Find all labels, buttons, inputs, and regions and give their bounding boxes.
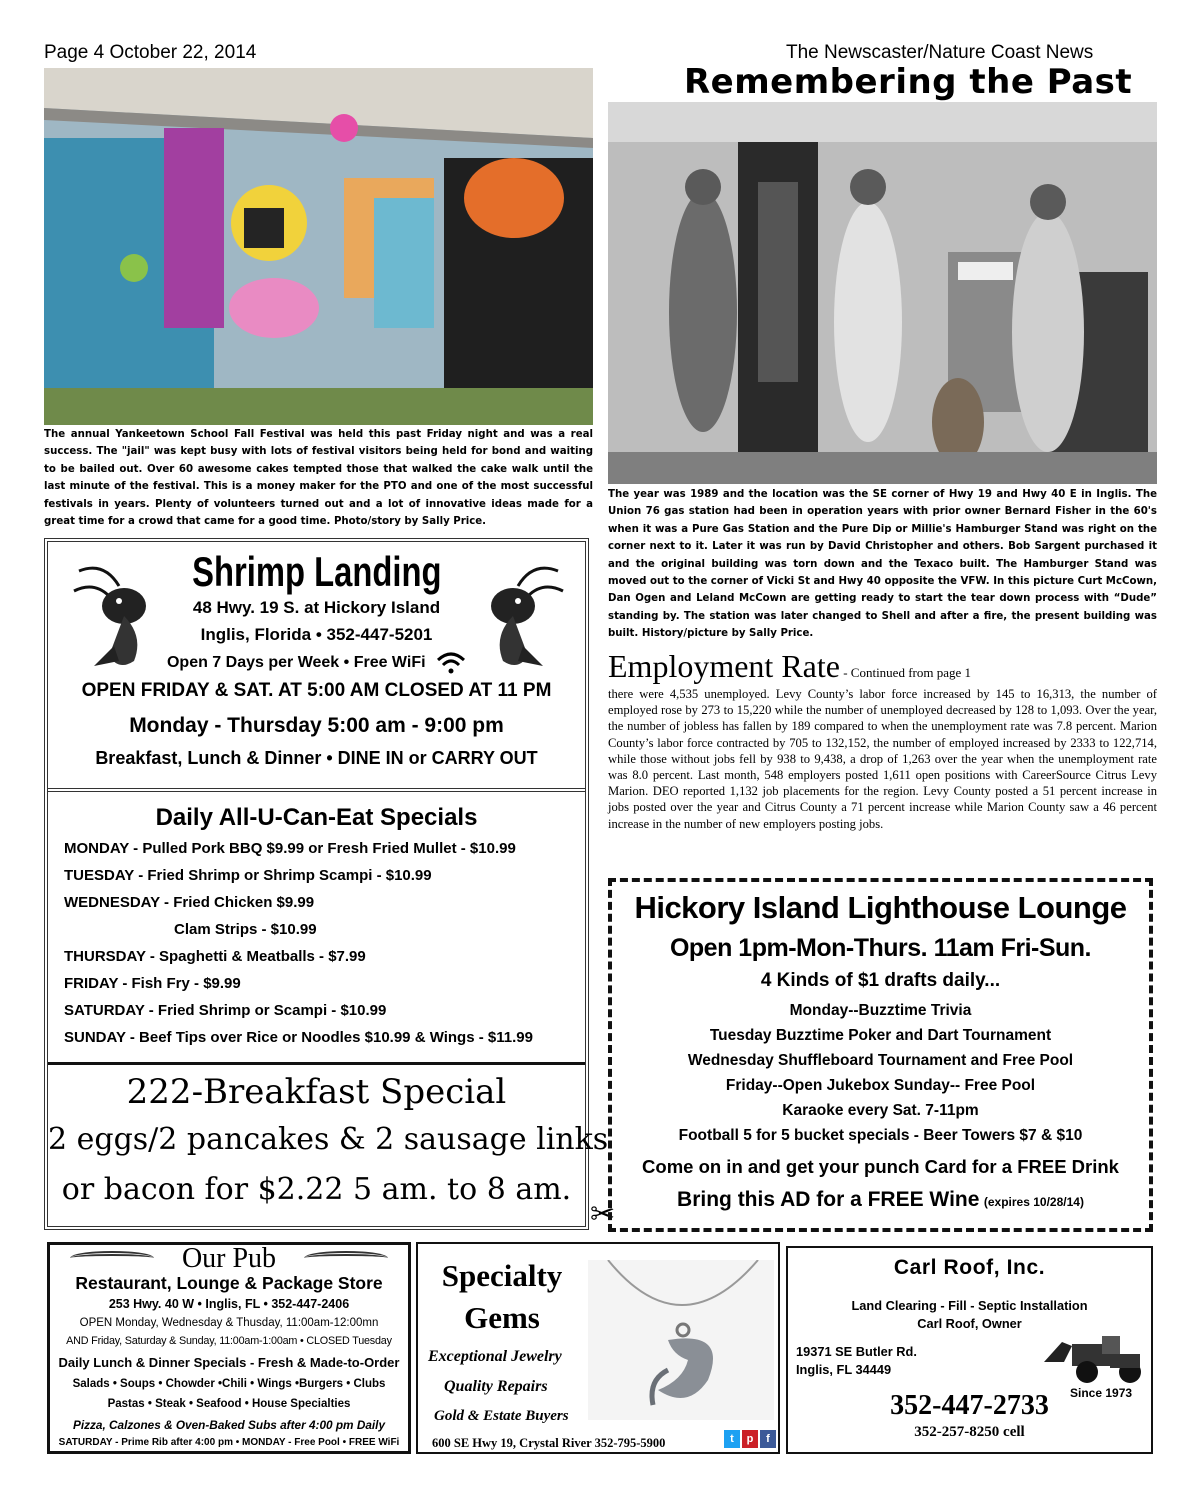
special-tuesday: TUESDAY - Fried Shrimp or Shrimp Scampi - $10.99	[64, 867, 432, 884]
shrimp-hours-mon-thu: Monday - Thursday 5:00 am - 9:00 pm	[129, 714, 504, 737]
gems-line-3: Gold & Estate Buyers	[434, 1408, 569, 1424]
specialty-gems-ad	[416, 1242, 780, 1454]
pub-menu-2: Pastas • Steak • Seafood • House Specialties	[107, 1398, 351, 1410]
employment-body: there were 4,535 unemployed. Levy County’s labor force increased by 145 to 16,313, the number of employed rose by 273 to 15,220 while the number of unemployed decreased by 128 to 1,093. Over the year, the number of jobless has fallen by 189 compared to when the unemployment rate was 7.8 percent. Marion County’s labor force contracted by 705 to 132,152, the number of employed increased by 2333 to 122,714, while those without jobs fell by 938 to 9,438, a drop of 1,263 over the year when the unemployment rate was 8.0 percent. Last month, 548 employers posted 1,611 open positions with CareerSource Citrus Levy Marion. DEO reported 1,132 job placements for the region. Levy County posted a 51 percent increase in jobs posted over the year and Citrus County a 71 percent increase while Marion County saw a 46 percent increase in the number of new employers posting jobs.	[608, 687, 1157, 831]
bulldozer-icon	[1042, 1332, 1148, 1384]
special-wednesday-2: Clam Strips - $10.99	[174, 921, 317, 938]
breakfast-title: 222-Breakfast Special	[126, 1072, 507, 1112]
lounge-event-4: Friday--Open Jukebox Sunday-- Free Pool	[725, 1077, 1036, 1094]
roof-street: 19371 SE Butler Rd.	[796, 1344, 917, 1359]
lounge-hours: Open 1pm-Mon-Thurs. 11am Fri-Sun.	[669, 934, 1092, 962]
dolphin-pendant-photo	[588, 1260, 774, 1420]
roof-phone: 352-447-2733	[890, 1390, 1049, 1421]
lounge-event-6: Football 5 for 5 bucket specials - Beer Towers $7 & $10	[678, 1127, 1083, 1144]
special-saturday: SATURDAY - Fried Shrimp or Scampi - $10.99	[64, 1002, 387, 1019]
breakfast-line-1: 2 eggs/2 pancakes & 2 sausage links	[48, 1122, 609, 1157]
pub-menu-3: Pizza, Calzones & Oven-Baked Subs after 4:00 pm Daily	[72, 1418, 386, 1432]
specials-title: Daily All-U-Can-Eat Specials	[155, 804, 478, 831]
lounge-event-2: Tuesday Buzztime Poker and Dart Tournament	[709, 1027, 1052, 1044]
festival-photo	[44, 68, 593, 425]
lounge-wine	[612, 1188, 1149, 1212]
pub-address: 253 Hwy. 40 W • Inglis, FL • 352-447-2406	[108, 1297, 350, 1311]
lounge-expires: (expires 10/28/14)	[983, 1195, 1084, 1209]
employment-heading	[608, 648, 971, 685]
roof-services: Land Clearing - Fill - Septic Installation	[851, 1298, 1088, 1313]
facebook-icon[interactable]: f	[760, 1430, 776, 1448]
lounge-name: Hickory Island Lighthouse Lounge	[634, 890, 1127, 925]
gems-address: 600 SE Hwy 19, Crystal River 352-795-5900	[432, 1436, 666, 1450]
shrimp-landing-name	[48, 548, 585, 596]
special-wednesday: WEDNESDAY - Fried Chicken $9.99	[64, 894, 315, 911]
gas-station-photo	[608, 102, 1157, 484]
shrimp-meals: Breakfast, Lunch & Dinner • DINE IN or CARRY OUT	[95, 748, 538, 768]
special-monday: MONDAY - Pulled Pork BBQ $9.99 or Fresh Fried Mullet - $10.99	[64, 840, 516, 857]
roof-since: Since 1973	[1070, 1386, 1133, 1400]
lounge-event-5: Karaoke every Sat. 7-11pm	[782, 1102, 979, 1119]
divider	[48, 788, 585, 792]
gas-station-caption: The year was 1989 and the location was the SE corner of Hwy 19 and Hwy 40 E in Inglis. The Union 76 gas station had been in operation years with prior owner Bernard Fisher in the 60's when it was a Pure Gas Station and the Pure Dip or Millie's Hamburger Stand was right on the corner next to it. Later it was run by David Christopher and others. Bob Sargent purchased it and the original building was torn down and the Texaco built. The Hamburger Stand was moved out to the corner of Vicki St and Hwy 40 opposite the VFW. In this picture Curt McCown, Dan Ogen and Leland McCown are getting ready to start the tear down process with “Dude” standing by. The station was later changed to Shell and after a fire, the present building was built. History/picture by Sally Price.	[608, 489, 1157, 640]
shrimp-city-phone: Inglis, Florida • 352-447-5201	[200, 625, 433, 644]
lounge-event-1: Monday--Buzztime Trivia	[789, 1002, 972, 1019]
employment-continued: - Continued from page 1	[839, 665, 972, 680]
lounge-punch: Come on in and get your punch Card for a FREE Drink	[642, 1156, 1119, 1177]
carl-roof-ad	[786, 1246, 1153, 1454]
shrimp-open-wifi-text: Open 7 Days per Week • Free WiFi	[166, 654, 426, 672]
shrimp-open-wifi	[48, 652, 585, 674]
pub-name: Our Pub	[181, 1243, 277, 1274]
pub-subtitle: Restaurant, Lounge & Package Store	[75, 1273, 383, 1293]
gems-title-2: Gems	[464, 1300, 540, 1335]
scissors-icon: ✂	[590, 1198, 616, 1231]
roof-owner: Carl Roof, Owner	[917, 1316, 1022, 1331]
paper-name: The Newscaster/Nature Coast News	[786, 42, 1094, 63]
lounge-wine-text: Bring this AD for a FREE Wine	[677, 1188, 980, 1211]
employment-title: Employment Rate	[608, 648, 840, 684]
pub-menu-1: Salads • Soups • Chowder •Chili • Wings •Burgers • Clubs	[72, 1378, 386, 1390]
gems-title-1: Specialty	[441, 1258, 563, 1293]
shrimp-landing-ad	[44, 538, 609, 1230]
special-thursday: THURSDAY - Spaghetti & Meatballs - $7.99	[64, 948, 366, 965]
divider	[48, 1062, 585, 1065]
lounge-event-3: Wednesday Shuffleboard Tournament and Free Pool	[687, 1052, 1074, 1069]
pub-hours-1: OPEN Monday, Wednesday & Thusday, 11:00am-12:00mn	[79, 1317, 379, 1329]
festival-caption: The annual Yankeetown School Fall Festival was held this past Friday night and was a real success. The "jail" was kept busy with lots of festival visitors being held for bond and waiting to be bailed out. Over 60 awesome cakes tempted those that walked the cake walk until the last minute of the festival. This is a money maker for the PTO and one of the most successful festivals in years. Plenty of volunteers turned out and a lot of innovative ideas made for a great time for a crowd that came for a good time. Photo/story by Sally Price.	[44, 429, 593, 528]
breakfast-line-2: or bacon for $2.22 5 am. to 8 am.	[61, 1172, 572, 1207]
lounge-drafts: 4 Kinds of $1 drafts daily...	[760, 970, 1001, 991]
twitter-icon[interactable]: t	[724, 1430, 740, 1448]
special-sunday: SUNDAY - Beef Tips over Rice or Noodles $10.99 & Wings - $11.99	[64, 1029, 533, 1046]
gems-line-1: Exceptional Jewelry	[428, 1348, 562, 1365]
shrimp-landing-title: Shrimp Landing	[191, 548, 442, 595]
page-info: Page 4 October 22, 2014	[44, 42, 257, 63]
roof-name: Carl Roof, Inc.	[893, 1256, 1046, 1279]
shrimp-hours-fri-sat: OPEN FRIDAY & SAT. AT 5:00 AM CLOSED AT 11 PM	[81, 680, 552, 701]
roof-city: Inglis, FL 34449	[796, 1362, 892, 1377]
festival-photo-illustration	[44, 68, 593, 425]
gems-line-2: Quality Repairs	[444, 1378, 548, 1395]
special-friday: FRIDAY - Fish Fry - $9.99	[64, 975, 241, 992]
pub-daily: Daily Lunch & Dinner Specials - Fresh & Made-to-Order	[58, 1355, 400, 1370]
pub-bottom: SATURDAY - Prime Rib after 4:00 pm • MONDAY - Free Pool • FREE WiFi	[58, 1437, 400, 1448]
roof-cell: 352-257-8250 cell	[914, 1424, 1025, 1440]
pinterest-icon[interactable]: p	[742, 1430, 758, 1448]
pendant-illustration	[588, 1260, 774, 1420]
remembering-title: Remembering the Past	[684, 62, 1133, 102]
our-pub-ad	[47, 1242, 411, 1454]
wifi-icon	[436, 652, 466, 674]
pub-hours-2: AND Friday, Saturday & Sunday, 11:00am-1:00am • CLOSED Tuesday	[66, 1335, 392, 1347]
gas-station-illustration	[608, 102, 1157, 484]
shrimp-address: 48 Hwy. 19 S. at Hickory Island	[192, 598, 441, 617]
lounge-ad	[608, 878, 1153, 1232]
